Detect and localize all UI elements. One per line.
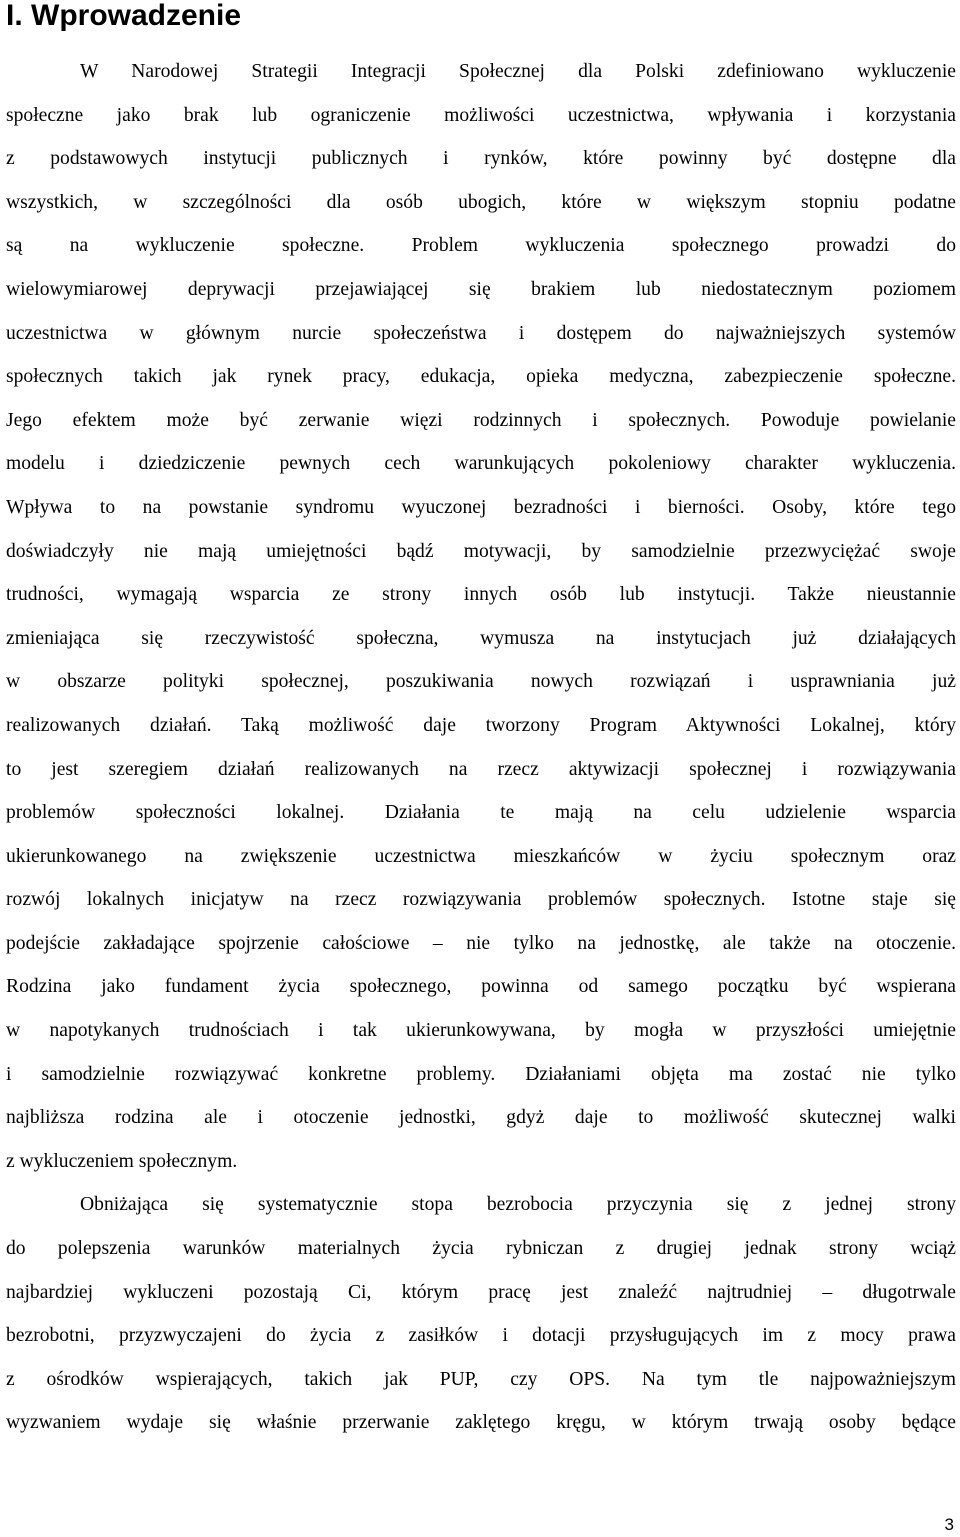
- text-line: z ośrodków wspierających, takich jak PUP, czy OPS. Na tym tle najpoważniejszym: [6, 1368, 956, 1390]
- text-line: bezrobotni, przyzwyczajeni do życia z zasiłków i dotacji przysługujących im z mocy prawa: [6, 1325, 956, 1347]
- text-line: wszystkich, w szczególności dla osób ubogich, które w większym stopniu podatne: [6, 191, 956, 213]
- text-line: doświadczyły nie mają umiejętności bądź motywacji, by samodzielnie przezwyciężać swoje: [6, 540, 956, 562]
- text-line: W Narodowej Strategii Integracji Społecznej dla Polski zdefiniowano wykluczenie: [80, 61, 956, 82]
- text-line: wyzwaniem wydaje się właśnie przerwanie zaklętego kręgu, w którym trwają osoby będące: [6, 1412, 956, 1434]
- text-line: w obszarze polityki społecznej, poszukiwania nowych rozwiązań i usprawniania już: [6, 671, 956, 693]
- text-line: uczestnictwa w głównym nurcie społeczeństwa i dostępem do najważniejszych systemów: [6, 322, 956, 344]
- text-line: Jego efektem może być zerwanie więzi rodzinnych i społecznych. Powoduje powielanie: [6, 409, 956, 431]
- body-text: [6, 50, 956, 1445]
- text-line: najbliższa rodzina ale i otoczenie jednostki, gdyż daje to możliwość skutecznej walki: [6, 1107, 956, 1129]
- text-line: są na wykluczenie społeczne. Problem wykluczenia społecznego prowadzi do: [6, 235, 956, 257]
- text-line: wielowymiarowej deprywacji przejawiającej się brakiem lub niedostatecznym poziomem: [6, 278, 956, 300]
- text-line: modelu i dziedziczenie pewnych cech warunkujących pokoleniowy charakter wykluczenia.: [6, 453, 956, 475]
- text-line: realizowanych działań. Taką możliwość daje tworzony Program Aktywności Lokalnej, który: [6, 714, 956, 736]
- text-line: z wykluczeniem społecznym.: [6, 1150, 238, 1172]
- text-line: Obniżająca się systematycznie stopa bezrobocia przyczynia się z jednej strony: [80, 1194, 956, 1216]
- paragraph-2: [6, 1183, 956, 1445]
- text-line: to jest szeregiem działań realizowanych na rzecz aktywizacji społecznej i rozwiązywania: [6, 758, 956, 780]
- text-line: ukierunkowanego na zwiększenie uczestnictwa mieszkańców w życiu społecznym oraz: [6, 845, 956, 867]
- text-line: Wpływa to na powstanie syndromu wyuczonej bezradności i bierności. Osoby, które tego: [6, 496, 956, 518]
- text-line: najbardziej wykluczeni pozostają Ci, którym pracę jest znaleźć najtrudniej – długotrwale: [6, 1281, 956, 1303]
- text-line: społecznych takich jak rynek pracy, edukacja, opieka medyczna, zabezpieczenie społeczne.: [6, 366, 956, 388]
- text-line: zmieniająca się rzeczywistość społeczna, wymusza na instytucjach już działających: [6, 627, 956, 649]
- text-line: trudności, wymagają wsparcia ze strony innych osób lub instytucji. Także nieustannie: [6, 584, 956, 606]
- text-line: problemów społeczności lokalnej. Działania te mają na celu udzielenie wsparcia: [6, 802, 956, 824]
- text-line: podejście zakładające spojrzenie całościowe – nie tylko na jednostkę, ale także na otoczenie.: [6, 932, 956, 954]
- page-number: 3: [944, 1515, 954, 1534]
- section-heading: I. Wprowadzenie: [6, 0, 242, 32]
- text-line: w napotykanych trudnościach i tak ukierunkowywana, by mogła w przyszłości umiejętnie: [6, 1020, 956, 1042]
- paragraph-1: [6, 50, 956, 1183]
- text-line: społeczne jako brak lub ograniczenie możliwości uczestnictwa, wpływania i korzystania: [6, 104, 956, 126]
- text-line: z podstawowych instytucji publicznych i rynków, które powinny być dostępne dla: [6, 148, 956, 170]
- text-line: i samodzielnie rozwiązywać konkretne problemy. Działaniami objęta ma zostać nie tylko: [6, 1063, 956, 1085]
- text-line: do polepszenia warunków materialnych życia rybniczan z drugiej jednak strony wciąż: [6, 1238, 956, 1260]
- text-line: Rodzina jako fundament życia społecznego, powinna od samego początku być wspierana: [6, 976, 956, 998]
- text-line: rozwój lokalnych inicjatyw na rzecz rozwiązywania problemów społecznych. Istotne staje się: [6, 889, 956, 911]
